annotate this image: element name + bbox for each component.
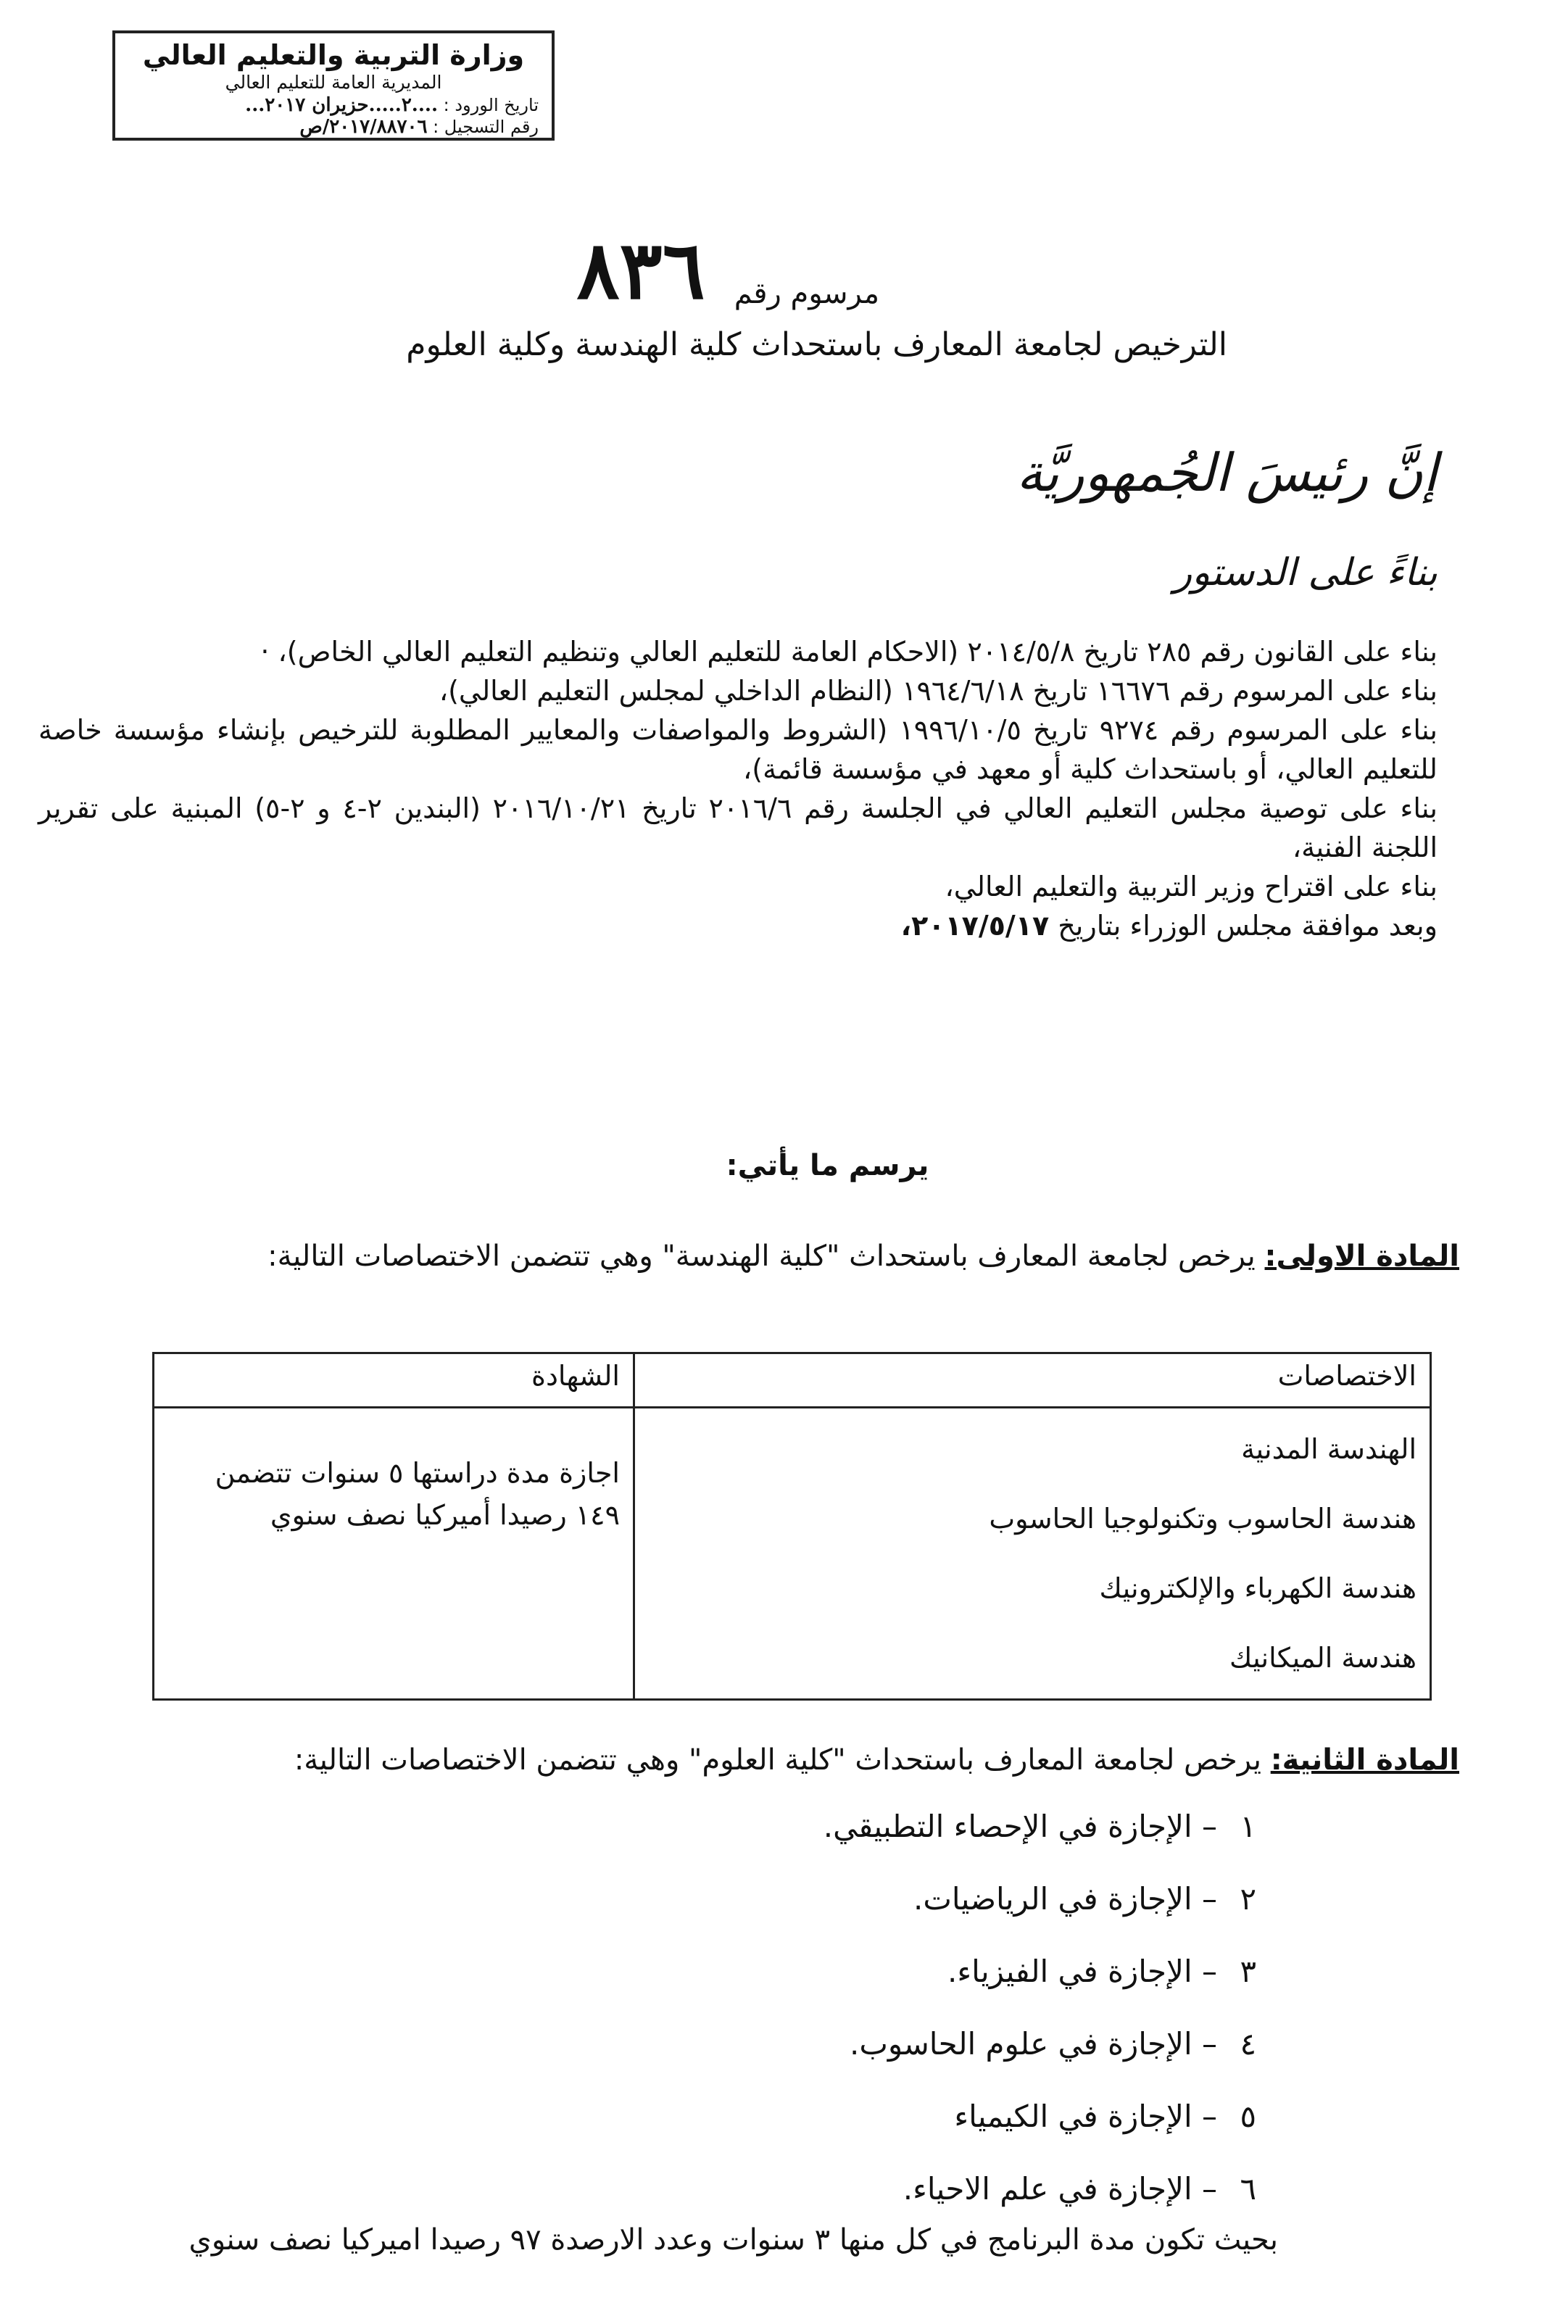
article-1-label: المادة الاولى: — [1264, 1240, 1459, 1273]
degree-cell: اجازة مدة دراستها ٥ سنوات تتضمن ١٤٩ رصيدا أميركيا نصف سنوي — [154, 1408, 634, 1700]
specialization-item: هندسة الحاسوب وتكنولوجيا الحاسوب — [989, 1503, 1416, 1535]
approval-text: وبعد موافقة مجلس الوزراء بتاريخ — [1058, 910, 1438, 942]
list-item-text: – الإجازة في علوم الحاسوب. — [850, 2026, 1217, 2062]
decree-label: مرسوم رقم — [734, 277, 879, 310]
stamp-arrival-date-value: ....٢.....حزيران ٢٠١٧... — [245, 94, 439, 116]
list-item-text: – الإجازة في الفيزياء. — [947, 1954, 1217, 1989]
stamp-arrival-date — [128, 94, 539, 116]
preamble-clause: بناء على توصية مجلس التعليم العالي في الجلسة رقم ٢٠١٦/٦ تاريخ ٢٠١٦/١٠/٢١ (البندين ٢-٤ و ٢-٥) المبنية على تقرير اللجنة الفنية، — [38, 792, 1438, 863]
decree-number-line — [576, 223, 879, 317]
approval-clause — [38, 906, 1438, 945]
list-item-number: ٣ — [1240, 1954, 1256, 1989]
stamp-registration — [128, 116, 539, 138]
stamp-ministry: وزارة التربية والتعليم العالي — [142, 39, 525, 71]
science-programs-list — [824, 1805, 1256, 2240]
preamble-clause: بناء على القانون رقم ٢٨٥ تاريخ ٢٠١٤/٥/٨ (الاحكام العامة للتعليم العالي وتنظيم التعليم العالي الخاص)، · — [260, 636, 1438, 668]
engineering-table — [152, 1352, 1432, 1701]
list-item — [824, 1877, 1256, 1950]
stamp-registration-label: رقم التسجيل : — [433, 117, 539, 137]
article-2-text: يرخص لجامعة المعارف باستحداث "كلية العلوم" وهي تتضمن الاختصاصات التالية: — [294, 1743, 1261, 1777]
article-1 — [96, 1236, 1459, 1277]
list-item — [824, 2095, 1256, 2167]
closing-paragraph: بحيث تكون مدة البرنامج في كل منها ٣ سنوات وعدد الارصدة ٩٧ رصيدا اميركيا نصف سنوي — [188, 2223, 1278, 2257]
preamble — [38, 632, 1438, 945]
table-row — [154, 1408, 1431, 1700]
decree-title — [0, 326, 1568, 363]
preamble-clause: بناء على المرسوم رقم ١٦٦٧٦ تاريخ ١٩٦٤/٦/١٨ (النظام الداخلي لمجلس التعليم العالي)، — [439, 675, 1438, 707]
list-item-text: – الإجازة في علم الاحياء. — [903, 2171, 1217, 2207]
stamp-arrival-date-label: تاريخ الورود : — [443, 95, 539, 115]
specialization-item: الهندسة المدنية — [1241, 1433, 1416, 1465]
list-item-text: – الإجازة في الكيمياء — [954, 2099, 1217, 2134]
preamble-clause: بناء على اقتراح وزير التربية والتعليم العالي، — [945, 871, 1438, 902]
list-item — [824, 1950, 1256, 2022]
list-item-number: ٦ — [1240, 2171, 1256, 2207]
article-2 — [96, 1740, 1459, 1780]
preamble-clause: بناء على المرسوم رقم ٩٢٧٤ تاريخ ١٩٩٦/١٠/٥ (الشروط والمواصفات والمعايير المطلوبة للترخيص بإنشاء مؤسسة خاصة للتعليم العالي، أو باستحداث كلية أو معهد في مؤسسة قائمة)، — [38, 714, 1438, 785]
list-item-number: ١ — [1240, 1809, 1256, 1844]
stamp-directorate: المديرية العامة للتعليم العالي — [225, 72, 442, 93]
list-item — [824, 2022, 1256, 2095]
article-1-text: يرخص لجامعة المعارف باستحداث "كلية الهندسة" وهي تتضمن الاختصاصات التالية: — [267, 1240, 1256, 1273]
specialization-item: هندسة الكهرباء والإلكترونيك — [1099, 1572, 1416, 1604]
decree-number: ٨٣٦ — [576, 223, 705, 317]
constitution-heading: بناءً على الدستور — [1174, 551, 1438, 594]
list-item-text: – الإجازة في الإحصاء التطبيقي. — [823, 1809, 1217, 1844]
decree-title-text: الترخيص لجامعة المعارف باستحداث كلية الهندسة وكلية العلوم — [406, 326, 1227, 363]
specialization-item: هندسة الميكانيك — [1229, 1642, 1416, 1674]
list-item-number: ٥ — [1240, 2099, 1256, 2134]
registry-stamp — [112, 30, 555, 141]
specializations-cell — [634, 1408, 1431, 1700]
list-item — [824, 1805, 1256, 1877]
president-heading: إنَّ رئيسَ الجُمهوريَّة — [1016, 442, 1438, 503]
table-header-specializations: الاختصاصات — [634, 1353, 1431, 1408]
article-2-label: المادة الثانية: — [1270, 1743, 1459, 1777]
list-item-number: ٢ — [1240, 1881, 1256, 1917]
table-header-degree: الشهادة — [154, 1353, 634, 1408]
list-item-number: ٤ — [1240, 2026, 1256, 2062]
stamp-registration-value: ٢٠١٧/٨٨٧٠٦/ص — [299, 116, 428, 138]
list-item-text: – الإجازة في الرياضيات. — [913, 1881, 1217, 1917]
approval-date: ٢٠١٧/٥/١٧، — [900, 910, 1050, 942]
decrees-heading: يرسم ما يأتي: — [726, 1149, 929, 1182]
